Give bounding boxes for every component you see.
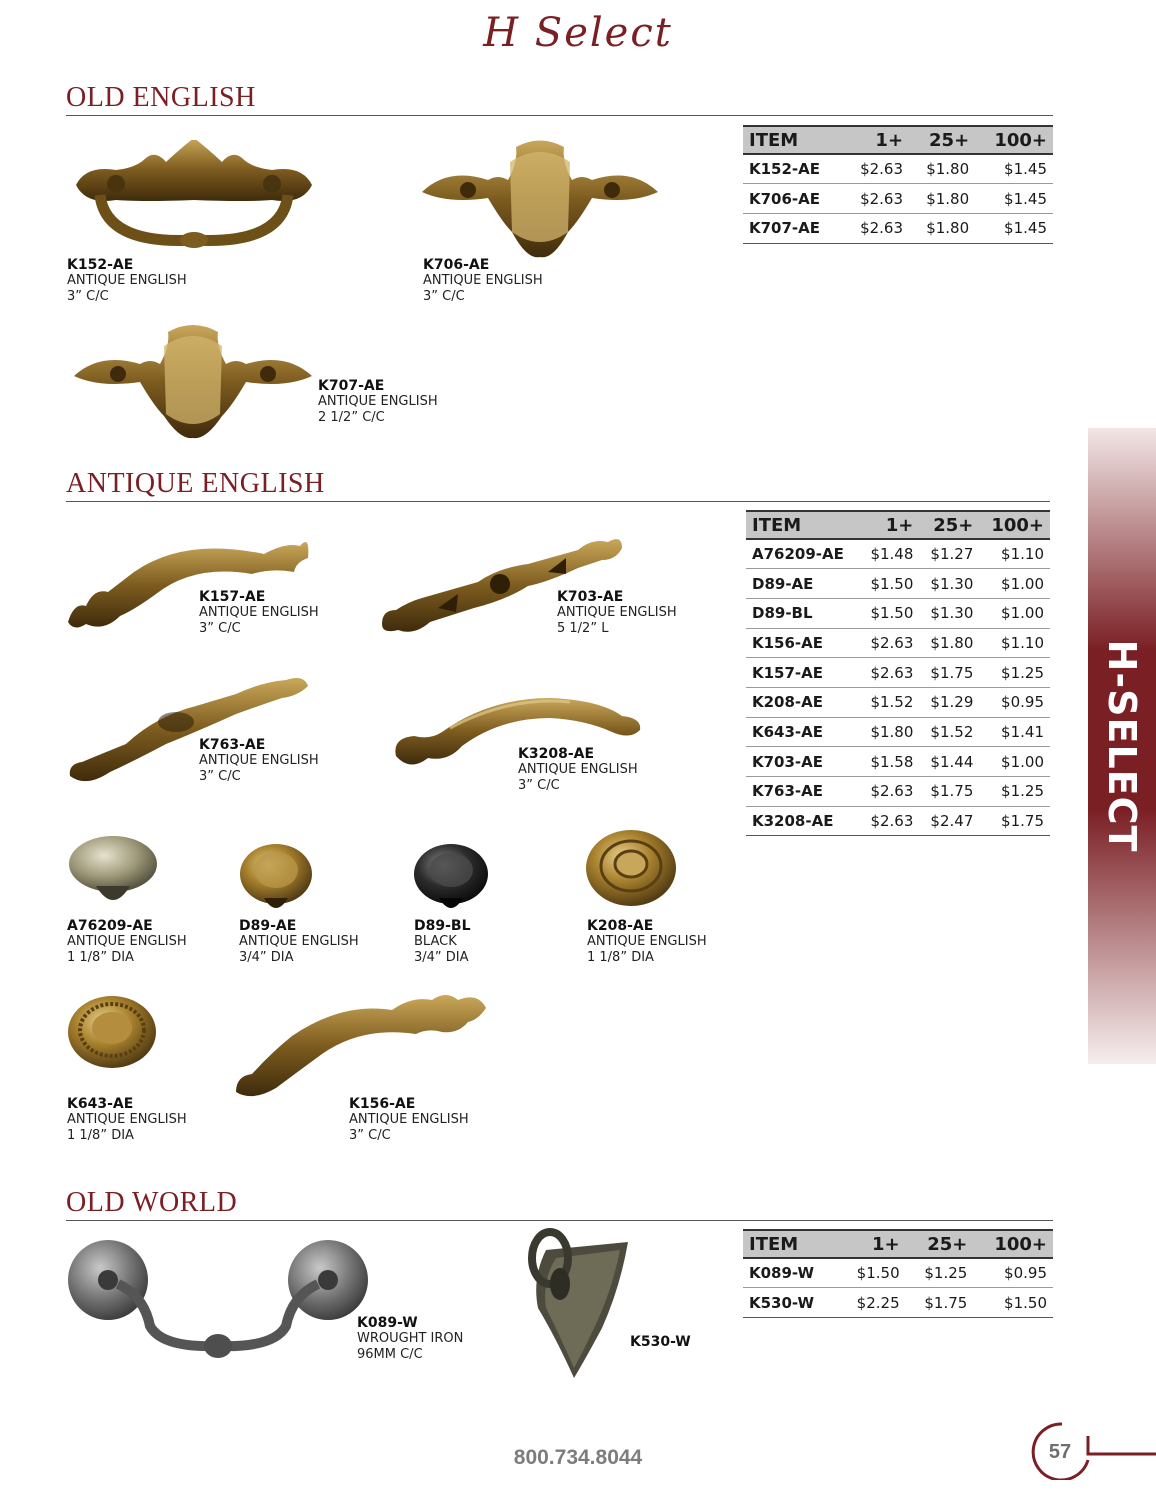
product-code: K707-AE <box>318 378 385 394</box>
cell-price: $1.00 <box>979 598 1050 628</box>
cell-item: D89-AE <box>746 569 859 599</box>
cell-price: $1.75 <box>979 806 1050 836</box>
product-size: 5 1/2” L <box>557 621 609 636</box>
product-finish: ANTIQUE ENGLISH <box>557 605 677 620</box>
column-header-100plus: 100+ <box>973 1230 1053 1258</box>
product-finish: ANTIQUE ENGLISH <box>199 605 319 620</box>
cell-price: $1.25 <box>979 777 1050 807</box>
cell-price: $1.48 <box>859 539 919 569</box>
product-label-k703-ae <box>557 589 677 637</box>
product-size: 1 1/8” DIA <box>67 1128 134 1143</box>
cell-price: $2.63 <box>859 628 919 658</box>
section-title-old-english: OLD ENGLISH <box>66 82 256 113</box>
product-code: K3208-AE <box>518 746 595 762</box>
table-row <box>746 539 1050 569</box>
cell-price: $0.95 <box>979 687 1050 717</box>
product-label-k152-ae <box>67 257 187 305</box>
table-row <box>746 569 1050 599</box>
k156-ae-pull-image <box>232 992 490 1100</box>
cell-price: $1.45 <box>975 213 1053 243</box>
column-header-100plus: 100+ <box>979 511 1050 539</box>
table-row <box>743 213 1053 243</box>
product-label-k530-w <box>630 1334 691 1350</box>
table-row <box>746 658 1050 688</box>
cell-price: $1.80 <box>909 213 975 243</box>
cell-item: K152-AE <box>743 154 843 184</box>
cell-price: $1.25 <box>906 1258 974 1288</box>
cell-price: $1.75 <box>919 658 979 688</box>
product-size: 1 1/8” DIA <box>67 950 134 965</box>
k643-ae-knob-image <box>66 994 158 1070</box>
cell-price: $2.25 <box>838 1288 906 1318</box>
table-header-row <box>746 511 1050 539</box>
product-finish: ANTIQUE ENGLISH <box>67 273 187 288</box>
cell-price: $1.25 <box>979 658 1050 688</box>
cell-price: $1.75 <box>906 1288 974 1318</box>
product-code: K156-AE <box>349 1096 416 1112</box>
product-size: 96MM C/C <box>357 1347 423 1362</box>
product-size: 3” C/C <box>199 621 241 636</box>
product-code: A76209-AE <box>67 918 153 934</box>
cell-price: $1.45 <box>975 154 1053 184</box>
product-finish: ANTIQUE ENGLISH <box>587 934 707 949</box>
cell-item: K530-W <box>743 1288 838 1318</box>
cell-price: $1.50 <box>973 1288 1053 1318</box>
cell-price: $1.44 <box>919 747 979 777</box>
table-row <box>746 687 1050 717</box>
column-header-item: ITEM <box>746 511 859 539</box>
price-table-antique-english <box>746 510 1050 836</box>
product-code: D89-BL <box>414 918 471 934</box>
table-header-row <box>743 1230 1053 1258</box>
column-header-1plus: 1+ <box>859 511 919 539</box>
cell-price: $1.41 <box>979 717 1050 747</box>
product-size: 3” C/C <box>199 769 241 784</box>
column-header-item: ITEM <box>743 1230 838 1258</box>
product-finish: ANTIQUE ENGLISH <box>239 934 359 949</box>
cell-item: K156-AE <box>746 628 859 658</box>
product-code: K157-AE <box>199 589 266 605</box>
product-finish: ANTIQUE ENGLISH <box>349 1112 469 1127</box>
cell-price: $1.00 <box>979 747 1050 777</box>
product-size: 3” C/C <box>67 289 109 304</box>
cell-item: K157-AE <box>746 658 859 688</box>
k089-w-bail-pull-image <box>66 1236 370 1376</box>
cell-price: $1.30 <box>919 598 979 628</box>
product-size: 3/4” DIA <box>239 950 294 965</box>
cell-price: $1.10 <box>979 628 1050 658</box>
product-label-a76209-ae <box>67 918 187 966</box>
product-code: K706-AE <box>423 257 490 273</box>
product-size: 2 1/2” C/C <box>318 410 385 425</box>
cell-price: $2.63 <box>843 213 909 243</box>
product-finish: ANTIQUE ENGLISH <box>423 273 543 288</box>
product-code: D89-AE <box>239 918 297 934</box>
section-divider <box>66 1220 1053 1221</box>
d89-bl-knob-image <box>412 840 490 916</box>
a76209-ae-knob-image <box>66 834 160 914</box>
cell-price: $1.80 <box>909 154 975 184</box>
side-tab <box>1088 428 1156 1064</box>
cell-price: $1.27 <box>919 539 979 569</box>
product-label-d89-bl <box>414 918 471 966</box>
product-finish: WROUGHT IRON <box>357 1331 464 1346</box>
cell-item: D89-BL <box>746 598 859 628</box>
product-label-k707-ae <box>318 378 438 426</box>
product-label-k3208-ae <box>518 746 638 794</box>
table-row <box>746 747 1050 777</box>
column-header-25plus: 25+ <box>919 511 979 539</box>
product-finish: ANTIQUE ENGLISH <box>318 394 438 409</box>
cell-price: $1.50 <box>859 569 919 599</box>
product-size: 3” C/C <box>518 778 560 793</box>
cell-item: K3208-AE <box>746 806 859 836</box>
cell-price: $1.80 <box>859 717 919 747</box>
product-code: K703-AE <box>557 589 624 605</box>
table-row <box>743 184 1053 214</box>
cell-price: $1.52 <box>919 717 979 747</box>
side-tab-label: H-SELECT <box>1100 639 1144 853</box>
product-finish: BLACK <box>414 934 457 949</box>
price-table-old-world <box>743 1229 1053 1318</box>
product-size: 1 1/8” DIA <box>587 950 654 965</box>
section-divider <box>66 115 1053 116</box>
cell-price: $2.63 <box>859 777 919 807</box>
product-label-k089-w <box>357 1315 463 1363</box>
table-row <box>746 598 1050 628</box>
cell-item: K089-W <box>743 1258 838 1288</box>
cell-price: $2.47 <box>919 806 979 836</box>
product-code: K763-AE <box>199 737 266 753</box>
product-label-k156-ae <box>349 1096 469 1144</box>
k707-ae-pull-image <box>70 318 316 440</box>
product-label-k763-ae <box>199 737 319 785</box>
product-size: 3” C/C <box>349 1128 391 1143</box>
cell-price: $2.63 <box>859 658 919 688</box>
cell-price: $1.10 <box>979 539 1050 569</box>
phone-number: 800.734.8044 <box>513 1446 643 1469</box>
product-label-k643-ae <box>67 1096 187 1144</box>
product-label-k208-ae <box>587 918 707 966</box>
table-row <box>743 1258 1053 1288</box>
cell-item: K643-AE <box>746 717 859 747</box>
cell-price: $1.29 <box>919 687 979 717</box>
product-code: K152-AE <box>67 257 134 273</box>
table-row <box>743 1288 1053 1318</box>
price-table-old-english <box>743 125 1053 244</box>
product-code: K089-W <box>357 1315 418 1331</box>
cell-price: $1.75 <box>919 777 979 807</box>
cell-price: $1.45 <box>975 184 1053 214</box>
section-title-antique-english: ANTIQUE ENGLISH <box>66 468 325 499</box>
cell-price: $1.80 <box>919 628 979 658</box>
product-finish: ANTIQUE ENGLISH <box>67 1112 187 1127</box>
cell-price: $1.80 <box>909 184 975 214</box>
table-row <box>746 628 1050 658</box>
cell-price: $1.50 <box>838 1258 906 1288</box>
cell-price: $2.63 <box>843 184 909 214</box>
product-finish: ANTIQUE ENGLISH <box>67 934 187 949</box>
table-row <box>746 717 1050 747</box>
cell-item: K208-AE <box>746 687 859 717</box>
k530-w-shield-knob-image <box>516 1228 632 1382</box>
product-size: 3” C/C <box>423 289 465 304</box>
product-label-k706-ae <box>423 257 543 305</box>
table-header-row <box>743 126 1053 154</box>
cell-price: $2.63 <box>843 154 909 184</box>
cell-item: K763-AE <box>746 777 859 807</box>
k706-ae-pull-image <box>418 132 662 260</box>
cell-price: $1.30 <box>919 569 979 599</box>
column-header-25plus: 25+ <box>906 1230 974 1258</box>
column-header-100plus: 100+ <box>975 126 1053 154</box>
product-size: 3/4” DIA <box>414 950 469 965</box>
product-code: K208-AE <box>587 918 654 934</box>
section-title-old-world: OLD WORLD <box>66 1187 238 1218</box>
table-row <box>746 777 1050 807</box>
column-header-1plus: 1+ <box>838 1230 906 1258</box>
table-row <box>743 154 1053 184</box>
cell-item: K707-AE <box>743 213 843 243</box>
product-label-d89-ae <box>239 918 359 966</box>
page-number-badge <box>1030 1420 1156 1480</box>
cell-price: $2.63 <box>859 806 919 836</box>
cell-item: K706-AE <box>743 184 843 214</box>
cell-price: $1.58 <box>859 747 919 777</box>
product-code: K530-W <box>630 1334 691 1350</box>
k152-ae-pull-image <box>66 140 322 260</box>
section-divider <box>66 501 1050 502</box>
cell-price: $1.50 <box>859 598 919 628</box>
product-label-k157-ae <box>199 589 319 637</box>
table-row <box>746 806 1050 836</box>
page-number: 57 <box>1048 1441 1072 1463</box>
cell-item: A76209-AE <box>746 539 859 569</box>
product-code: K643-AE <box>67 1096 134 1112</box>
column-header-25plus: 25+ <box>909 126 975 154</box>
product-finish: ANTIQUE ENGLISH <box>518 762 638 777</box>
k208-ae-knob-image <box>584 828 678 912</box>
cell-item: K703-AE <box>746 747 859 777</box>
column-header-1plus: 1+ <box>843 126 909 154</box>
d89-ae-knob-image <box>238 840 314 916</box>
product-finish: ANTIQUE ENGLISH <box>199 753 319 768</box>
column-header-item: ITEM <box>743 126 843 154</box>
cell-price: $1.00 <box>979 569 1050 599</box>
cell-price: $0.95 <box>973 1258 1053 1288</box>
cell-price: $1.52 <box>859 687 919 717</box>
brand-title: H Select <box>483 10 673 56</box>
